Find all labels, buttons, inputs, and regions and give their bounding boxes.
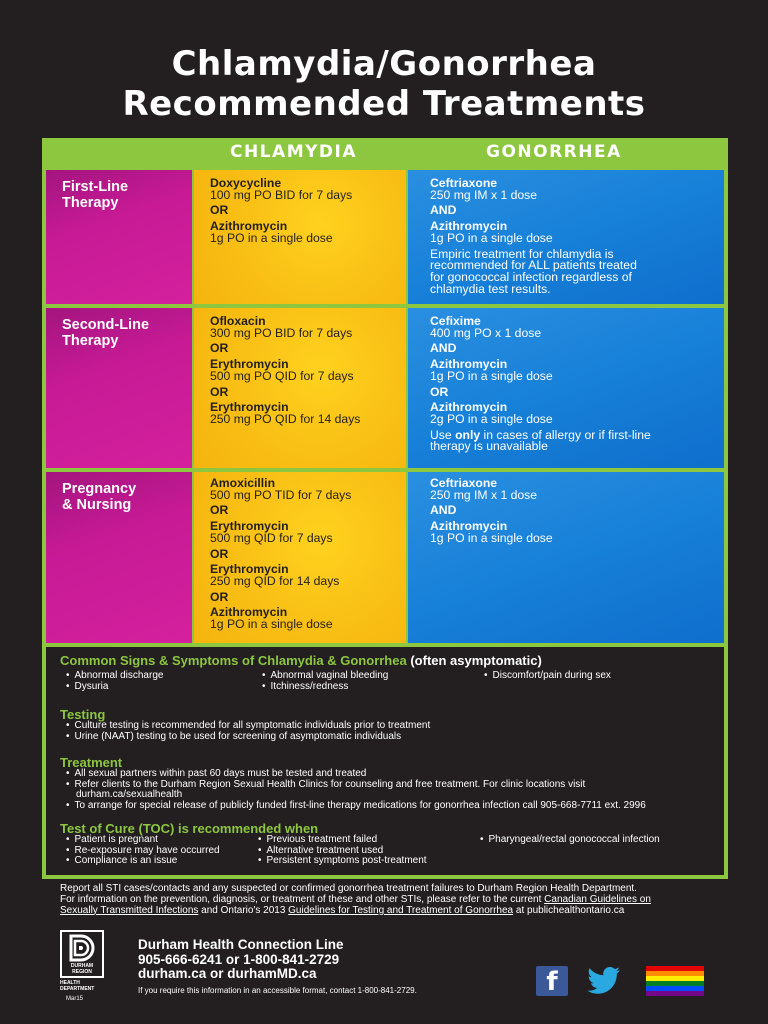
drug-name: Cefixime — [430, 314, 481, 328]
list-item-continuation: durham.ca/sexualhealth — [76, 789, 183, 800]
footer-notes — [60, 884, 720, 916]
logo-mark — [63, 934, 103, 962]
drug-dose: 400 mg PO x 1 dose — [430, 325, 542, 340]
list-item: • To arrange for special release of publicly funded first-line therapy medications for gonorrhea infection call 905-668-7711 ext. 2996 — [66, 801, 722, 812]
guidelines-link[interactable]: Canadian Guidelines on — [544, 893, 651, 905]
list-item: • Urine (NAAT) testing to be used for screening of asymptomatic individuals — [66, 732, 430, 743]
drug-dose: 1g PO in a single dose — [210, 230, 333, 245]
guidelines-link[interactable]: Sexually Transmitted Infections — [60, 904, 199, 916]
contact-phones[interactable]: 905-666-6241 or 1-800-841-2729 — [138, 951, 340, 967]
row-label-second-line — [46, 308, 192, 468]
or-label: OR — [210, 503, 229, 518]
twitter-icon[interactable] — [586, 966, 622, 996]
drug-name: Azithromycin — [210, 219, 288, 234]
logo-text: DEPARTMENT — [60, 985, 95, 992]
toc-list-2 — [258, 835, 427, 867]
treatment-list — [66, 769, 722, 811]
list-item: • Abnormal discharge — [66, 671, 163, 682]
treatment-heading: Treatment — [60, 755, 123, 770]
drug-dose: 250 mg PO QID for 14 days — [210, 411, 361, 426]
note-text: recommended for ALL patients treated — [430, 258, 637, 273]
or-label: OR — [430, 384, 449, 399]
drug-name: Doxycycline — [210, 176, 282, 190]
drug-name: Erythromycin — [210, 562, 289, 577]
header-chlamydia: CHLAMYDIA — [230, 142, 358, 162]
drug-dose: 250 mg IM x 1 dose — [430, 487, 538, 502]
drug-name: Ceftriaxone — [430, 476, 498, 490]
drug-dose: 1g PO in a single dose — [430, 530, 553, 545]
drug-name: Azithromycin — [430, 519, 508, 534]
toc-heading: Test of Cure (TOC) is recommended when — [60, 821, 319, 836]
list-item: • Previous treatment failed — [258, 835, 427, 846]
row-label-text: Pregnancy — [62, 481, 137, 497]
logo-icon — [60, 930, 104, 978]
cell-chlamydia-pregnancy — [194, 472, 406, 643]
footer-line: Report all STI cases/contacts and any suspected or confirmed gonorrhea treatment failures to Durham Region Health Department. — [60, 883, 637, 894]
note-text: for gonococcal infection regardless of — [430, 269, 632, 284]
contact-web[interactable]: durham.ca or durhamMD.ca — [138, 966, 317, 981]
accessible-format-note: If you require this information in an accessible format, contact 1-800-841-2729. — [138, 986, 417, 995]
drug-dose: 1g PO in a single dose — [430, 230, 553, 245]
drug-name: Azithromycin — [430, 400, 508, 415]
drug-name: Erythromycin — [210, 357, 289, 372]
row-label-text: First-Line — [62, 179, 129, 195]
note-text-part: Use — [430, 427, 456, 442]
or-label: OR — [210, 341, 229, 356]
or-label: OR — [210, 546, 229, 561]
note-text-bold: only — [455, 427, 481, 442]
logo-text: REGION — [72, 968, 92, 975]
and-label: AND — [430, 203, 457, 218]
and-label: AND — [430, 341, 457, 356]
cell-chlamydia-second-line — [194, 308, 406, 468]
list-item: • Culture testing is recommended for all symptomatic individuals prior to treatment — [66, 721, 430, 732]
list-item: • Re-exposure may have occurred — [66, 846, 220, 857]
header-gonorrhea: GONORRHEA — [486, 142, 622, 162]
drug-dose: 500 mg QID for 7 days — [210, 530, 333, 545]
list-item: • Abnormal vaginal bleeding — [262, 671, 388, 682]
row-label-text: & Nursing — [62, 497, 132, 513]
cell-gonorrhea-second-line — [408, 308, 724, 468]
testing-list — [66, 721, 430, 742]
page-title — [0, 44, 768, 124]
and-label: AND — [430, 503, 457, 518]
note-text: Empiric treatment for chlamydia is — [430, 246, 614, 261]
drug-name: Amoxicillin — [210, 476, 276, 490]
list-item: • Discomfort/pain during sex — [484, 671, 611, 682]
durham-region-logo — [60, 930, 104, 990]
signs-heading-suffix: (often asymptomatic) — [410, 653, 542, 668]
drug-name: Ofloxacin — [210, 314, 266, 328]
signs-heading — [60, 653, 542, 668]
list-item: • Persistent symptoms post-treatment — [258, 856, 427, 867]
row-label-text: Therapy — [62, 195, 119, 211]
note-text-part: in cases of allergy or if first-line — [480, 427, 651, 442]
drug-dose: 100 mg PO BID for 7 days — [210, 187, 353, 202]
facebook-icon[interactable]: f — [536, 966, 568, 996]
contact-name: Durham Health Connection Line — [138, 937, 344, 952]
toc-list-3 — [480, 835, 660, 846]
row-label-text: Therapy — [62, 333, 119, 349]
or-label: OR — [210, 203, 229, 218]
list-item: • Patient is pregnant — [66, 835, 220, 846]
or-label: OR — [210, 384, 229, 399]
footer-text: For information on the prevention, diagnosis, or treatment of these and other STIs, please refer to the current — [60, 893, 545, 905]
treatment-table — [42, 138, 728, 879]
drug-name: Azithromycin — [430, 219, 508, 234]
list-item: • Alternative treatment used — [258, 846, 427, 857]
footer-text: and Ontario's 2013 — [198, 904, 289, 916]
drug-dose: 500 mg PO TID for 7 days — [210, 487, 352, 502]
drug-dose: 300 mg PO BID for 7 days — [210, 325, 353, 340]
toc-list-1 — [66, 835, 220, 867]
drug-dose: 500 mg PO QID for 7 days — [210, 368, 354, 383]
info-panel — [46, 647, 724, 875]
list-item: • All sexual partners within past 60 days must be tested and treated — [66, 769, 722, 780]
row-label-text: Second-Line — [62, 317, 150, 333]
footer-text: at publichealthontario.ca — [513, 904, 625, 916]
note-text: therapy is unavailable — [430, 439, 548, 454]
row-label-pregnancy — [46, 472, 192, 643]
signs-heading-text: Common Signs & Symptoms of Chlamydia & Gonorrhea — [60, 653, 407, 668]
list-item: • Pharyngeal/rectal gonococcal infection — [480, 835, 660, 846]
drug-dose: 250 mg QID for 14 days — [210, 573, 340, 588]
signs-list-3 — [484, 671, 611, 682]
cell-chlamydia-first-line — [194, 170, 406, 304]
list-item: • Refer clients to the Durham Region Sexual Health Clinics for counseling and free treatment. For clinic locations visit — [66, 780, 722, 791]
pride-flag-icon — [646, 966, 704, 996]
cell-gonorrhea-first-line — [408, 170, 724, 304]
row-label-first-line — [46, 170, 192, 304]
gonorrhea-guidelines-link[interactable]: Guidelines for Testing and Treatment of Gonorrhea — [288, 904, 514, 916]
logo-text: DURHAM — [70, 963, 94, 969]
drug-dose: 1g PO in a single dose — [430, 368, 553, 383]
contact-info — [138, 938, 344, 982]
drug-name: Azithromycin — [210, 605, 288, 620]
logo-text: HEALTH — [60, 980, 80, 986]
signs-list-1 — [66, 671, 163, 692]
drug-dose: 1g PO in a single dose — [210, 617, 333, 632]
drug-dose: 250 mg IM x 1 dose — [430, 187, 538, 202]
drug-name: Erythromycin — [210, 400, 289, 415]
drug-name: Erythromycin — [210, 519, 289, 534]
footer-line — [60, 906, 720, 917]
or-label: OR — [210, 589, 229, 604]
list-item: • Dysuria — [66, 682, 163, 693]
title-line-1: Chlamydia/Gonorrhea — [171, 44, 597, 84]
note-text: chlamydia test results. — [430, 281, 551, 296]
signs-list-2 — [262, 671, 388, 692]
testing-heading: Testing — [60, 707, 106, 722]
list-item: • Compliance is an issue — [66, 856, 220, 867]
drug-name: Ceftriaxone — [430, 176, 498, 190]
list-item: • Itchiness/redness — [262, 682, 388, 693]
title-line-2: Recommended Treatments — [122, 84, 646, 124]
drug-name: Azithromycin — [430, 357, 508, 372]
cell-gonorrhea-pregnancy — [408, 472, 724, 643]
drug-dose: 2g PO in a single dose — [430, 411, 553, 426]
date-code: Mar15 — [66, 996, 84, 1002]
